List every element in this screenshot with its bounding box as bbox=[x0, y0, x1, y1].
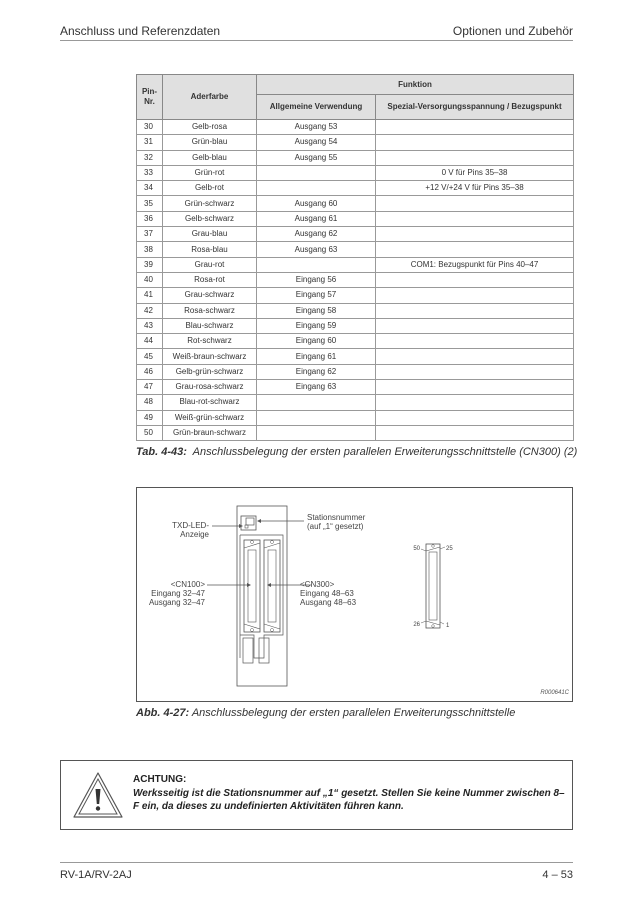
table-row bbox=[137, 196, 574, 211]
label-pin-50: 50 bbox=[413, 546, 420, 552]
label-cn300: <CN300> bbox=[300, 580, 335, 589]
pin-cell: 41 bbox=[137, 288, 163, 303]
label-cn100-output: Ausgang 32–47 bbox=[148, 598, 205, 607]
special-supply-cell: COM1: Bezugspunkt für Pins 40–47 bbox=[376, 257, 574, 272]
wire-color-cell: Rosa-blau bbox=[163, 242, 257, 257]
label-pin-1: 1 bbox=[446, 623, 450, 629]
running-header-chapter: Optionen und Zubehör bbox=[452, 24, 573, 38]
special-supply-cell bbox=[376, 272, 574, 287]
table-caption-label: Tab. 4-43: bbox=[136, 446, 187, 458]
wire-color-cell: Gelb-rot bbox=[163, 181, 257, 196]
pin-cell: 30 bbox=[137, 120, 163, 135]
table-row bbox=[137, 318, 574, 333]
cn100-arrow-icon bbox=[247, 583, 251, 587]
txd-led bbox=[245, 525, 248, 528]
table-row bbox=[137, 181, 574, 196]
pin-cell: 49 bbox=[137, 410, 163, 425]
wire-color-cell: Weiß-braun-schwarz bbox=[163, 349, 257, 364]
label-txd-display: Anzeige bbox=[180, 530, 209, 539]
general-use-cell: Ausgang 55 bbox=[257, 150, 376, 165]
general-use-cell: Eingang 61 bbox=[257, 349, 376, 364]
table-row bbox=[137, 364, 574, 379]
header-general-use: Allgemeine Verwendung bbox=[257, 95, 376, 120]
table-row bbox=[137, 120, 574, 135]
general-use-cell: Ausgang 62 bbox=[257, 227, 376, 242]
pin-cell: 36 bbox=[137, 211, 163, 226]
pin-cell: 31 bbox=[137, 135, 163, 150]
header-pin-nr: Pin-Nr. bbox=[137, 75, 163, 120]
general-use-cell: Eingang 59 bbox=[257, 318, 376, 333]
table-row bbox=[137, 349, 574, 364]
warning-triangle-icon bbox=[72, 770, 124, 827]
running-header-section: Anschluss und Referenzdaten bbox=[60, 24, 221, 38]
wire-color-cell: Grün-schwarz bbox=[163, 196, 257, 211]
table-caption-text: Anschlussbelegung der ersten parallelen Erweiterungsschnittstelle (CN300) (2) bbox=[192, 446, 578, 458]
wire-color-cell: Rosa-schwarz bbox=[163, 303, 257, 318]
label-cn300-output: Ausgang 48–63 bbox=[300, 598, 357, 607]
figure-caption bbox=[136, 707, 515, 719]
figure-caption-text: Anschlussbelegung der ersten parallelen Erweiterungsschnittstelle bbox=[191, 707, 516, 719]
pin-cell: 46 bbox=[137, 364, 163, 379]
special-supply-cell bbox=[376, 120, 574, 135]
general-use-cell: Ausgang 53 bbox=[257, 120, 376, 135]
wire-color-cell: Grün-blau bbox=[163, 135, 257, 150]
wire-color-cell: Gelb-schwarz bbox=[163, 211, 257, 226]
wire-color-cell: Weiß-grün-schwarz bbox=[163, 410, 257, 425]
table-row bbox=[137, 303, 574, 318]
table-row bbox=[137, 135, 574, 150]
general-use-cell: Ausgang 60 bbox=[257, 196, 376, 211]
table-row bbox=[137, 380, 574, 395]
label-station-note: (auf „1“ gesetzt) bbox=[307, 522, 364, 531]
special-supply-cell bbox=[376, 288, 574, 303]
label-cn300-input: Eingang 48–63 bbox=[300, 589, 354, 598]
label-pin-26: 26 bbox=[413, 622, 420, 628]
wire-color-cell: Rosa-rot bbox=[163, 272, 257, 287]
wire-color-cell: Grau-rot bbox=[163, 257, 257, 272]
pin-cell: 48 bbox=[137, 395, 163, 410]
pin-cell: 34 bbox=[137, 181, 163, 196]
wire-color-cell: Blau-rot-schwarz bbox=[163, 395, 257, 410]
pin-assignment-table bbox=[136, 74, 574, 441]
special-supply-cell bbox=[376, 242, 574, 257]
table-row bbox=[137, 395, 574, 410]
table-caption bbox=[136, 446, 577, 458]
general-use-cell bbox=[257, 181, 376, 196]
special-supply-cell bbox=[376, 349, 574, 364]
table-row bbox=[137, 165, 574, 180]
table-row bbox=[137, 425, 574, 440]
general-use-cell bbox=[257, 165, 376, 180]
cn300-arrow-icon bbox=[267, 583, 271, 587]
table-row bbox=[137, 272, 574, 287]
warning-text: Werksseitig ist die Stationsnummer auf „1“ gesetzt. Stellen Sie keine Nummer zwischen 8–F ein, da dieses zu undefinierten Aktivitäten führen kann. bbox=[133, 788, 565, 812]
special-supply-cell bbox=[376, 395, 574, 410]
general-use-cell: Eingang 57 bbox=[257, 288, 376, 303]
general-use-cell: Ausgang 63 bbox=[257, 242, 376, 257]
connector-pinout-view bbox=[421, 544, 445, 628]
pin-cell: 50 bbox=[137, 425, 163, 440]
table-row bbox=[137, 211, 574, 226]
special-supply-cell bbox=[376, 425, 574, 440]
cn100-connector bbox=[244, 540, 260, 632]
general-use-cell: Eingang 56 bbox=[257, 272, 376, 287]
pin-cell: 45 bbox=[137, 349, 163, 364]
special-supply-cell: 0 V für Pins 35–38 bbox=[376, 165, 574, 180]
general-use-cell: Eingang 63 bbox=[257, 380, 376, 395]
wire-color-cell: Gelb-rosa bbox=[163, 120, 257, 135]
pin-cell: 40 bbox=[137, 272, 163, 287]
figure-code: R000641C bbox=[540, 690, 569, 696]
wire-color-cell: Grau-blau bbox=[163, 227, 257, 242]
pin-cell: 39 bbox=[137, 257, 163, 272]
table-row bbox=[137, 150, 574, 165]
general-use-cell: Eingang 60 bbox=[257, 334, 376, 349]
label-station-number: Stationsnummer bbox=[307, 513, 366, 522]
label-cn100: <CN100> bbox=[170, 580, 205, 589]
connector-figure bbox=[136, 487, 573, 702]
general-use-cell bbox=[257, 395, 376, 410]
special-supply-cell bbox=[376, 150, 574, 165]
wire-color-cell: Gelb-grün-schwarz bbox=[163, 364, 257, 379]
pin-cell: 33 bbox=[137, 165, 163, 180]
footer-divider bbox=[60, 862, 573, 863]
wire-color-cell: Gelb-blau bbox=[163, 150, 257, 165]
pin-cell: 37 bbox=[137, 227, 163, 242]
special-supply-cell bbox=[376, 380, 574, 395]
general-use-cell bbox=[257, 410, 376, 425]
warning-title: ACHTUNG: bbox=[133, 774, 187, 785]
pin-cell: 44 bbox=[137, 334, 163, 349]
table-row bbox=[137, 257, 574, 272]
station-arrow-icon bbox=[257, 519, 261, 523]
connector-diagram bbox=[137, 488, 574, 703]
special-supply-cell bbox=[376, 364, 574, 379]
header-function: Funktion bbox=[257, 75, 574, 95]
general-use-cell: Ausgang 61 bbox=[257, 211, 376, 226]
special-supply-cell bbox=[376, 318, 574, 333]
footer-model: RV-1A/RV-2AJ bbox=[60, 869, 132, 881]
table-row bbox=[137, 242, 574, 257]
general-use-cell: Ausgang 54 bbox=[257, 135, 376, 150]
label-txd-led: TXD-LED- bbox=[172, 521, 209, 530]
label-pin-25: 25 bbox=[446, 546, 453, 552]
figure-caption-label: Abb. 4-27: bbox=[136, 707, 190, 719]
special-supply-cell bbox=[376, 196, 574, 211]
special-supply-cell bbox=[376, 334, 574, 349]
table-row bbox=[137, 288, 574, 303]
pin-cell: 47 bbox=[137, 380, 163, 395]
label-cn100-input: Eingang 32–47 bbox=[151, 589, 205, 598]
special-supply-cell: +12 V/+24 V für Pins 35–38 bbox=[376, 181, 574, 196]
table-row bbox=[137, 334, 574, 349]
footer-page-number: 4 – 53 bbox=[542, 869, 573, 881]
header-special-supply: Spezial-Versorgungsspannung / Bezugspunkt bbox=[376, 95, 574, 120]
pin-cell: 42 bbox=[137, 303, 163, 318]
special-supply-cell bbox=[376, 135, 574, 150]
pin-cell: 43 bbox=[137, 318, 163, 333]
general-use-cell bbox=[257, 257, 376, 272]
wire-color-cell: Grün-braun-schwarz bbox=[163, 425, 257, 440]
table-row bbox=[137, 227, 574, 242]
general-use-cell: Eingang 62 bbox=[257, 364, 376, 379]
general-use-cell bbox=[257, 425, 376, 440]
wire-color-cell: Grau-schwarz bbox=[163, 288, 257, 303]
header-wire-color: Aderfarbe bbox=[163, 75, 257, 120]
special-supply-cell bbox=[376, 410, 574, 425]
wire-color-cell: Grün-rot bbox=[163, 165, 257, 180]
special-supply-cell bbox=[376, 227, 574, 242]
special-supply-cell bbox=[376, 303, 574, 318]
cn300-connector bbox=[264, 540, 280, 632]
header-divider bbox=[60, 40, 573, 41]
wire-color-cell: Blau-schwarz bbox=[163, 318, 257, 333]
pin-cell: 35 bbox=[137, 196, 163, 211]
general-use-cell: Eingang 58 bbox=[257, 303, 376, 318]
wire-color-cell: Rot-schwarz bbox=[163, 334, 257, 349]
table-row bbox=[137, 410, 574, 425]
pin-cell: 38 bbox=[137, 242, 163, 257]
pin-cell: 32 bbox=[137, 150, 163, 165]
board-outline bbox=[237, 506, 287, 686]
wire-color-cell: Grau-rosa-schwarz bbox=[163, 380, 257, 395]
special-supply-cell bbox=[376, 211, 574, 226]
